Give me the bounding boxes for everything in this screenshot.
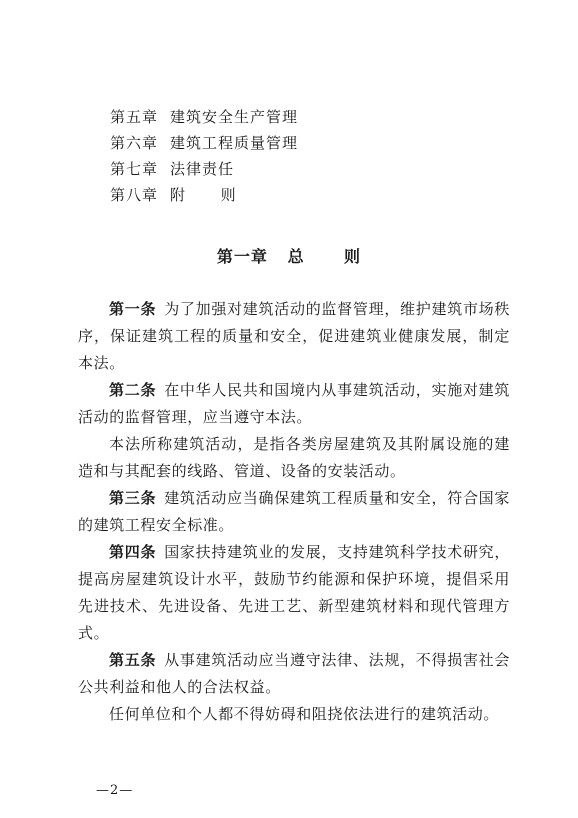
article-text: 国家扶持建筑业的发展，支持建筑科学技术研究，提高房屋建筑设计水平，鼓励节约能源和保护环境，提倡采用先进技术、先进设备、先进工艺、新型建筑材料和现代管理方式。 <box>78 543 511 642</box>
article-number: 第二条 <box>109 381 157 399</box>
article-number: 第五条 <box>109 651 157 669</box>
table-of-contents <box>110 104 298 208</box>
article-paragraph <box>78 431 510 485</box>
toc-chapter-title: 附 则 <box>170 186 237 204</box>
article-paragraph <box>78 539 510 647</box>
article-number: 第四条 <box>109 543 157 561</box>
article-text: 在中华人民共和国境内从事建筑活动，实施对建筑活动的监督管理，应当遵守本法。 <box>78 381 511 426</box>
article-number: 第一条 <box>109 300 157 318</box>
toc-chapter-title: 法律责任 <box>170 160 235 178</box>
toc-chapter-number: 第七章 <box>110 160 159 178</box>
article-text: 本法所称建筑活动，是指各类房屋建筑及其附属设施的建造和与其配套的线路、管道、设备的安装活动。 <box>78 435 510 480</box>
article-number: 第三条 <box>109 489 157 507</box>
article-paragraph <box>78 485 510 539</box>
page-number: —2— <box>96 783 134 798</box>
chapter-heading: 第一章 总 则 <box>216 247 362 266</box>
toc-item <box>110 130 298 156</box>
article-paragraph <box>78 701 510 728</box>
article-text: 建筑活动应当确保建筑工程质量和安全，符合国家的建筑工程安全标准。 <box>78 489 511 534</box>
toc-chapter-number: 第六章 <box>110 134 159 152</box>
toc-item <box>110 104 298 130</box>
toc-chapter-title: 建筑安全生产管理 <box>170 108 299 126</box>
article-text: 从事建筑活动应当遵守法律、法规，不得损害社会公共利益和他人的合法权益。 <box>78 651 511 696</box>
article-paragraph <box>78 296 510 377</box>
toc-chapter-title: 建筑工程质量管理 <box>170 134 299 152</box>
article-text: 任何单位和个人都不得妨碍和阻挠依法进行的建筑活动。 <box>109 705 500 723</box>
toc-item <box>110 156 298 182</box>
article-text: 为了加强对建筑活动的监督管理，维护建筑市场秩序，保证建筑工程的质量和安全，促进建筑业健康发展，制定本法。 <box>78 300 511 372</box>
toc-chapter-number: 第八章 <box>110 186 159 204</box>
article-paragraph <box>78 377 510 431</box>
article-paragraph <box>78 647 510 701</box>
article-body <box>78 296 510 728</box>
toc-item <box>110 182 298 208</box>
toc-chapter-number: 第五章 <box>110 108 159 126</box>
